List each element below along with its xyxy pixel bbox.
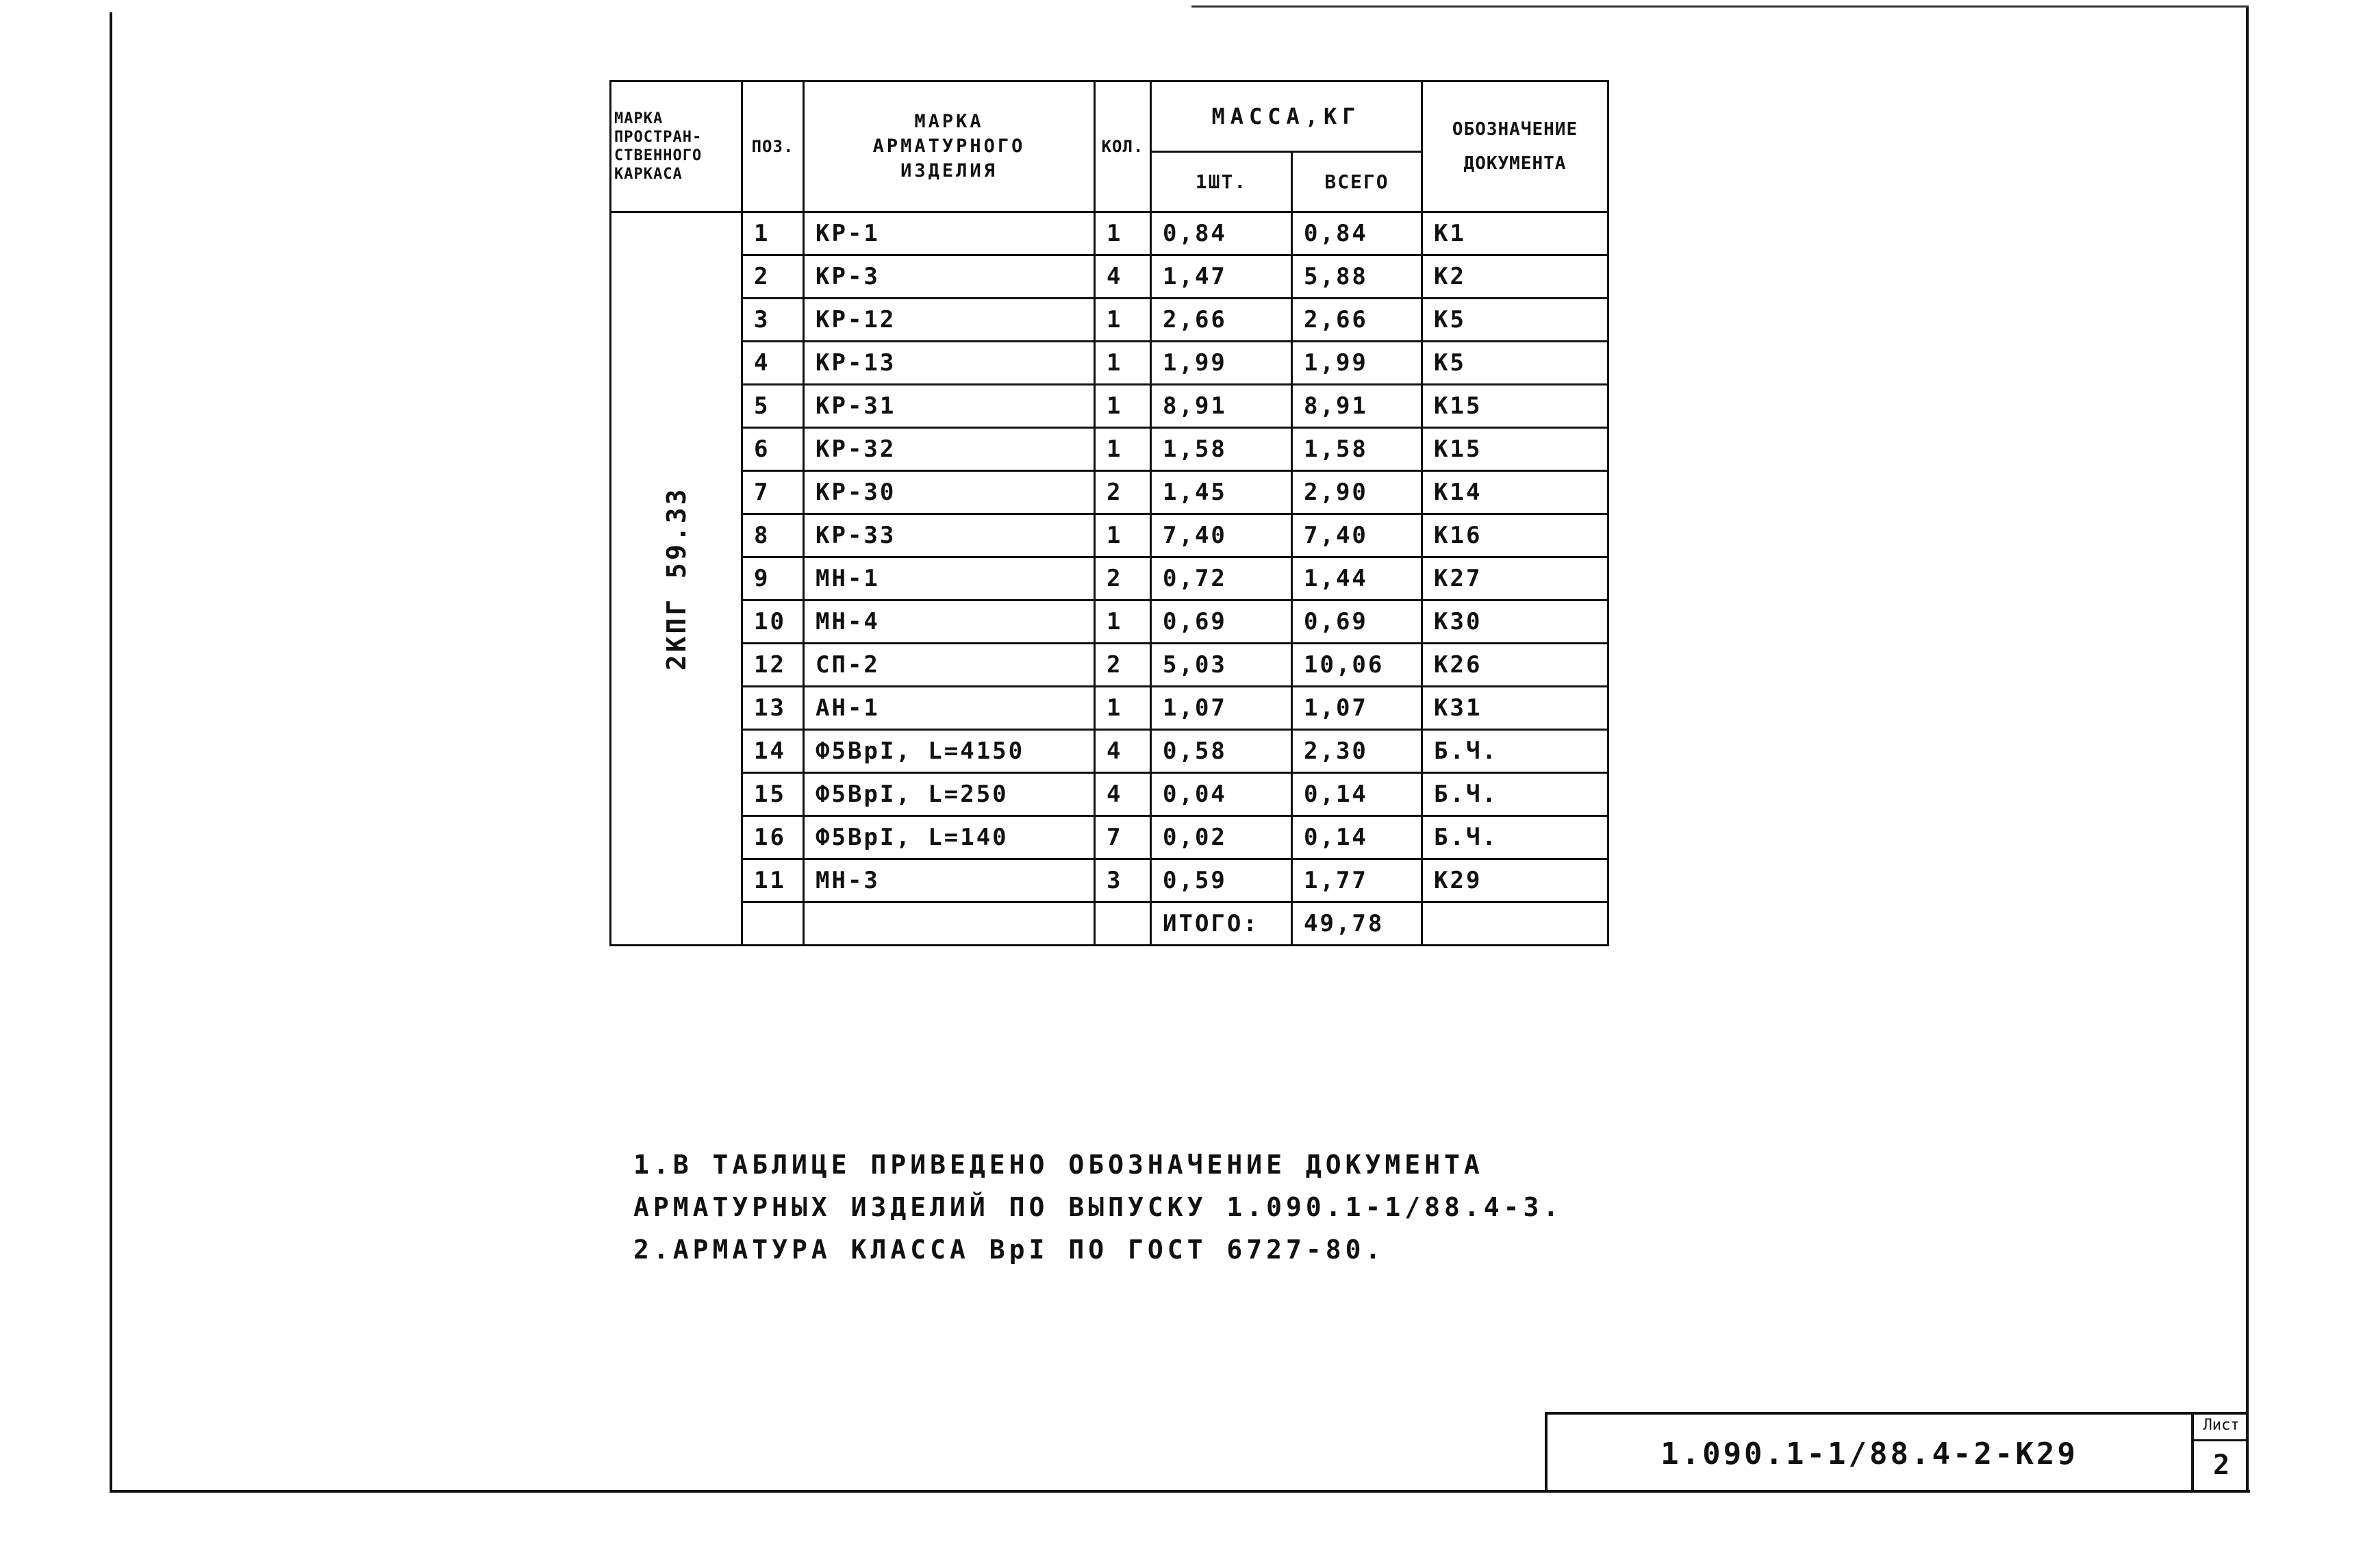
- row-total-mass: 0,69: [1292, 600, 1422, 644]
- row-qty: 3: [1095, 859, 1151, 902]
- table-total-row: [611, 902, 1608, 946]
- row-unit-mass: 0,72: [1151, 557, 1292, 600]
- sheet-label: Лист: [2194, 1412, 2249, 1441]
- row-total-mass: 5,88: [1292, 255, 1422, 299]
- table-row: [611, 514, 1608, 557]
- table-row: [611, 600, 1608, 644]
- row-doc: К15: [1422, 385, 1608, 428]
- frame-mark-cell: [611, 212, 742, 946]
- row-mark: Ф5ВрI, L=4150: [804, 730, 1095, 773]
- table-row: [611, 730, 1608, 773]
- table-row: [611, 299, 1608, 342]
- row-total-mass: 2,90: [1292, 471, 1422, 514]
- row-doc: К29: [1422, 859, 1608, 902]
- row-pos: 13: [742, 687, 804, 730]
- row-mark: МН-4: [804, 600, 1095, 644]
- sheet-frame-top: [1191, 5, 2249, 8]
- row-total-mass: 1,07: [1292, 687, 1422, 730]
- row-pos: 11: [742, 859, 804, 902]
- table-row: [611, 428, 1608, 471]
- row-unit-mass: 1,99: [1151, 342, 1292, 385]
- table-row: [611, 687, 1608, 730]
- row-mark: МН-1: [804, 557, 1095, 600]
- table-row: [611, 859, 1608, 902]
- header-mass-unit: 1ШТ.: [1151, 152, 1292, 212]
- document-code: 1.090.1-1/88.4-2-К29: [1660, 1436, 2078, 1471]
- specification-table: [609, 80, 1609, 946]
- row-total-mass: 1,44: [1292, 557, 1422, 600]
- header-mass-total: ВСЕГО: [1292, 152, 1422, 212]
- row-doc: Б.Ч.: [1422, 773, 1608, 816]
- row-unit-mass: 0,69: [1151, 600, 1292, 644]
- table-row: [611, 255, 1608, 299]
- header-product-mark: МАРКА АРМАТУРНОГО ИЗДЕЛИЯ: [804, 81, 1095, 212]
- row-doc: Б.Ч.: [1422, 730, 1608, 773]
- row-pos: 3: [742, 299, 804, 342]
- row-doc: К26: [1422, 644, 1608, 687]
- table-row: [611, 342, 1608, 385]
- row-pos: 12: [742, 644, 804, 687]
- table-row: [611, 385, 1608, 428]
- total-label: ИТОГО:: [1151, 902, 1292, 946]
- header-mass: МАССА,КГ: [1151, 81, 1422, 152]
- row-qty: 1: [1095, 299, 1151, 342]
- row-total-mass: 0,14: [1292, 816, 1422, 859]
- total-value: 49,78: [1292, 902, 1422, 946]
- row-mark: АН-1: [804, 687, 1095, 730]
- sheet-number: 2: [2212, 1450, 2230, 1481]
- note-line: 2.АРМАТУРА КЛАССА ВрI ПО ГОСТ 6727-80.: [633, 1235, 1385, 1265]
- row-qty: 7: [1095, 816, 1151, 859]
- row-total-mass: 10,06: [1292, 644, 1422, 687]
- row-doc: К5: [1422, 299, 1608, 342]
- total-qty-empty: [1095, 902, 1151, 946]
- row-total-mass: 1,58: [1292, 428, 1422, 471]
- row-qty: 1: [1095, 212, 1151, 255]
- row-total-mass: 0,84: [1292, 212, 1422, 255]
- row-unit-mass: 0,84: [1151, 212, 1292, 255]
- sheet-frame-right: [2246, 5, 2249, 1493]
- row-total-mass: 2,30: [1292, 730, 1422, 773]
- row-pos: 2: [742, 255, 804, 299]
- row-unit-mass: 0,59: [1151, 859, 1292, 902]
- row-mark: КР-32: [804, 428, 1095, 471]
- row-pos: 6: [742, 428, 804, 471]
- row-qty: 1: [1095, 342, 1151, 385]
- row-total-mass: 8,91: [1292, 385, 1422, 428]
- row-pos: 1: [742, 212, 804, 255]
- row-doc: К27: [1422, 557, 1608, 600]
- frame-mark-value: 2КПГ 59.33: [661, 486, 692, 671]
- table-row: [611, 471, 1608, 514]
- row-unit-mass: 1,58: [1151, 428, 1292, 471]
- row-unit-mass: 0,02: [1151, 816, 1292, 859]
- row-unit-mass: 0,58: [1151, 730, 1292, 773]
- row-unit-mass: 2,66: [1151, 299, 1292, 342]
- total-doc-empty: [1422, 902, 1608, 946]
- row-mark: КР-1: [804, 212, 1095, 255]
- row-doc: К15: [1422, 428, 1608, 471]
- header-qty: КОЛ.: [1095, 81, 1151, 212]
- row-unit-mass: 5,03: [1151, 644, 1292, 687]
- row-qty: 1: [1095, 428, 1151, 471]
- row-mark: КР-13: [804, 342, 1095, 385]
- row-doc: К1: [1422, 212, 1608, 255]
- sheet-number-box: [2191, 1412, 2249, 1493]
- row-qty: 1: [1095, 600, 1151, 644]
- notes-block: [633, 1143, 1563, 1271]
- row-mark: КР-31: [804, 385, 1095, 428]
- row-pos: 8: [742, 514, 804, 557]
- total-mark-empty: [804, 902, 1095, 946]
- row-pos: 16: [742, 816, 804, 859]
- note-line: АРМАТУРНЫХ ИЗДЕЛИЙ ПО ВЫПУСКУ 1.090.1-1/88.4-3.: [633, 1192, 1563, 1222]
- row-doc: К31: [1422, 687, 1608, 730]
- row-mark: СП-2: [804, 644, 1095, 687]
- note-line: 1.В ТАБЛИЦЕ ПРИВЕДЕНО ОБОЗНАЧЕНИЕ ДОКУМЕНТА: [633, 1150, 1484, 1180]
- table-row: [611, 557, 1608, 600]
- row-pos: 15: [742, 773, 804, 816]
- sheet-frame-left: [110, 12, 112, 1493]
- row-qty: 1: [1095, 687, 1151, 730]
- row-qty: 4: [1095, 255, 1151, 299]
- total-pos-empty: [742, 902, 804, 946]
- row-pos: 14: [742, 730, 804, 773]
- row-unit-mass: 8,91: [1151, 385, 1292, 428]
- row-qty: 1: [1095, 514, 1151, 557]
- title-block: [1545, 1412, 2249, 1493]
- header-document: ОБОЗНАЧЕНИЕ ДОКУМЕНТА: [1422, 81, 1608, 212]
- row-qty: 4: [1095, 773, 1151, 816]
- row-mark: КР-33: [804, 514, 1095, 557]
- table-row: [611, 773, 1608, 816]
- row-doc: К16: [1422, 514, 1608, 557]
- row-total-mass: 7,40: [1292, 514, 1422, 557]
- row-doc: К2: [1422, 255, 1608, 299]
- row-total-mass: 0,14: [1292, 773, 1422, 816]
- header-pos: ПОЗ.: [742, 81, 804, 212]
- row-unit-mass: 1,45: [1151, 471, 1292, 514]
- row-unit-mass: 1,47: [1151, 255, 1292, 299]
- row-total-mass: 2,66: [1292, 299, 1422, 342]
- row-qty: 1: [1095, 385, 1151, 428]
- row-qty: 2: [1095, 557, 1151, 600]
- row-mark: МН-3: [804, 859, 1095, 902]
- row-mark: КР-12: [804, 299, 1095, 342]
- row-pos: 5: [742, 385, 804, 428]
- row-mark: Ф5ВрI, L=250: [804, 773, 1095, 816]
- row-doc: Б.Ч.: [1422, 816, 1608, 859]
- row-total-mass: 1,99: [1292, 342, 1422, 385]
- table-row: [611, 644, 1608, 687]
- row-mark: Ф5ВрI, L=140: [804, 816, 1095, 859]
- row-qty: 4: [1095, 730, 1151, 773]
- row-mark: КР-3: [804, 255, 1095, 299]
- row-mark: КР-30: [804, 471, 1095, 514]
- row-unit-mass: 7,40: [1151, 514, 1292, 557]
- row-unit-mass: 1,07: [1151, 687, 1292, 730]
- row-qty: 2: [1095, 644, 1151, 687]
- row-pos: 7: [742, 471, 804, 514]
- table-row: [611, 212, 1608, 255]
- row-doc: К30: [1422, 600, 1608, 644]
- header-frame-mark: МАРКА ПРОСТРАН- СТВЕННОГО КАРКАСА: [611, 81, 742, 212]
- table-row: [611, 816, 1608, 859]
- row-pos: 9: [742, 557, 804, 600]
- row-pos: 10: [742, 600, 804, 644]
- row-unit-mass: 0,04: [1151, 773, 1292, 816]
- row-doc: К5: [1422, 342, 1608, 385]
- row-doc: К14: [1422, 471, 1608, 514]
- row-qty: 2: [1095, 471, 1151, 514]
- row-total-mass: 1,77: [1292, 859, 1422, 902]
- row-pos: 4: [742, 342, 804, 385]
